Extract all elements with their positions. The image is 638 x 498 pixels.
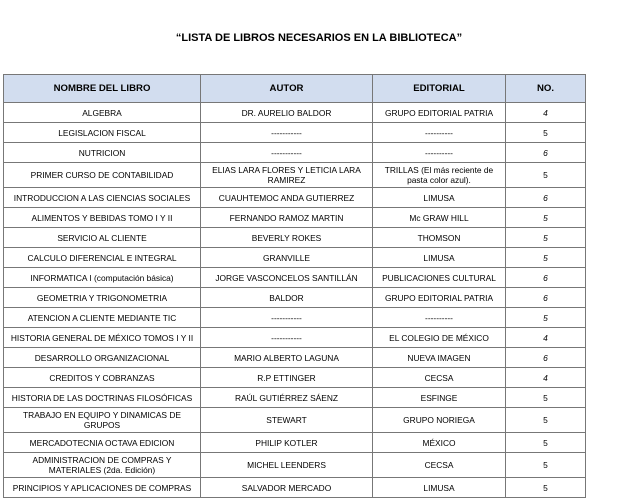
editorial-cell: GRUPO NORIEGA [373,408,506,433]
quantity-cell: 5 [506,248,586,268]
quantity-cell: 6 [506,143,586,163]
book-cell: GEOMETRIA Y TRIGONOMETRIA [4,288,201,308]
table-row [4,143,586,163]
book-cell: HISTORIA GENERAL DE MÉXICO TOMOS I Y II [4,328,201,348]
quantity-cell: 5 [506,388,586,408]
author-cell: ELIAS LARA FLORES Y LETICIA LARA RAMIREZ [201,163,373,188]
quantity-cell: 6 [506,268,586,288]
author-cell: R.P ETTINGER [201,368,373,388]
author-cell: FERNANDO RAMOZ MARTIN [201,208,373,228]
book-cell: ALIMENTOS Y BEBIDAS TOMO I Y II [4,208,201,228]
quantity-cell: 5 [506,453,586,478]
author-cell: ----------- [201,143,373,163]
quantity-cell: 5 [506,123,586,143]
column-header-book: NOMBRE DEL LIBRO [4,75,201,103]
quantity-cell: 6 [506,288,586,308]
quantity-cell: 5 [506,228,586,248]
table-row [4,388,586,408]
editorial-cell: ESFINGE [373,388,506,408]
editorial-cell: CECSA [373,453,506,478]
editorial-cell: CECSA [373,368,506,388]
book-cell: MERCADOTECNIA OCTAVA EDICION [4,433,201,453]
table-row [4,208,586,228]
quantity-cell: 5 [506,478,586,498]
table-row [4,103,586,123]
quantity-cell: 4 [506,103,586,123]
author-cell: CUAUHTEMOC ANDA GUTIERREZ [201,188,373,208]
book-cell: INFORMATICA I (computación básica) [4,268,201,288]
table-row [4,408,586,433]
editorial-cell: LIMUSA [373,248,506,268]
editorial-cell: ---------- [373,308,506,328]
quantity-cell: 5 [506,433,586,453]
author-cell: ----------- [201,123,373,143]
quantity-cell: 6 [506,188,586,208]
table-row [4,433,586,453]
table-row [4,123,586,143]
book-cell: ATENCION A CLIENTE MEDIANTE TIC [4,308,201,328]
editorial-cell: MÉXICO [373,433,506,453]
editorial-cell: GRUPO EDITORIAL PATRIA [373,103,506,123]
table-row [4,478,586,498]
book-cell: CREDITOS Y COBRANZAS [4,368,201,388]
editorial-cell: LIMUSA [373,188,506,208]
table-row [4,163,586,188]
author-cell: PHILIP KOTLER [201,433,373,453]
author-cell: BEVERLY ROKES [201,228,373,248]
quantity-cell: 5 [506,308,586,328]
editorial-cell: THOMSON [373,228,506,248]
editorial-cell: LIMUSA [373,478,506,498]
table-row [4,248,586,268]
author-cell: STEWART [201,408,373,433]
editorial-cell: NUEVA IMAGEN [373,348,506,368]
author-cell: MARIO ALBERTO LAGUNA [201,348,373,368]
table-row [4,188,586,208]
quantity-cell: 4 [506,328,586,348]
author-cell: GRANVILLE [201,248,373,268]
table-row [4,368,586,388]
table-header-row [4,75,586,103]
book-cell: PRIMER CURSO DE CONTABILIDAD [4,163,201,188]
page-title: “LISTA DE LIBROS NECESARIOS EN LA BIBLIOTECA” [175,32,463,44]
author-cell: SALVADOR MERCADO [201,478,373,498]
table-row [4,328,586,348]
editorial-cell: EL COLEGIO DE MÉXICO [373,328,506,348]
column-header-editorial: EDITORIAL [373,75,506,103]
editorial-cell: TRILLAS (El más reciente de pasta color azul). [373,163,506,188]
author-cell: MICHEL LEENDERS [201,453,373,478]
column-header-no: NO. [506,75,586,103]
table-row [4,348,586,368]
author-cell: ----------- [201,328,373,348]
table-row [4,453,586,478]
book-cell: PRINCIPIOS Y APLICACIONES DE COMPRAS [4,478,201,498]
book-cell: HISTORIA DE LAS DOCTRINAS FILOSÓFICAS [4,388,201,408]
book-cell: DESARROLLO ORGANIZACIONAL [4,348,201,368]
table-row [4,308,586,328]
table-row [4,268,586,288]
quantity-cell: 4 [506,368,586,388]
quantity-cell: 5 [506,408,586,433]
quantity-cell: 6 [506,348,586,368]
book-cell: ADMINISTRACION DE COMPRAS Y MATERIALES (2da. Edición) [4,453,201,478]
books-table [3,74,586,498]
book-cell: NUTRICION [4,143,201,163]
author-cell: BALDOR [201,288,373,308]
table-row [4,288,586,308]
quantity-cell: 5 [506,208,586,228]
editorial-cell: PUBLICACIONES CULTURAL [373,268,506,288]
book-cell: TRABAJO EN EQUIPO Y DINAMICAS DE GRUPOS [4,408,201,433]
book-cell: INTRODUCCION A LAS CIENCIAS SOCIALES [4,188,201,208]
editorial-cell: Mc GRAW HILL [373,208,506,228]
book-cell: CALCULO DIFERENCIAL E INTEGRAL [4,248,201,268]
book-cell: SERVICIO AL CLIENTE [4,228,201,248]
column-header-author: AUTOR [201,75,373,103]
quantity-cell: 5 [506,163,586,188]
author-cell: JORGE VASCONCELOS SANTILLÁN [201,268,373,288]
editorial-cell: GRUPO EDITORIAL PATRIA [373,288,506,308]
book-cell: ALGEBRA [4,103,201,123]
table-row [4,228,586,248]
author-cell: RAÚL GUTIÉRREZ SÁENZ [201,388,373,408]
author-cell: DR. AURELIO BALDOR [201,103,373,123]
book-cell: LEGISLACION FISCAL [4,123,201,143]
editorial-cell: ---------- [373,123,506,143]
author-cell: ----------- [201,308,373,328]
editorial-cell: ---------- [373,143,506,163]
